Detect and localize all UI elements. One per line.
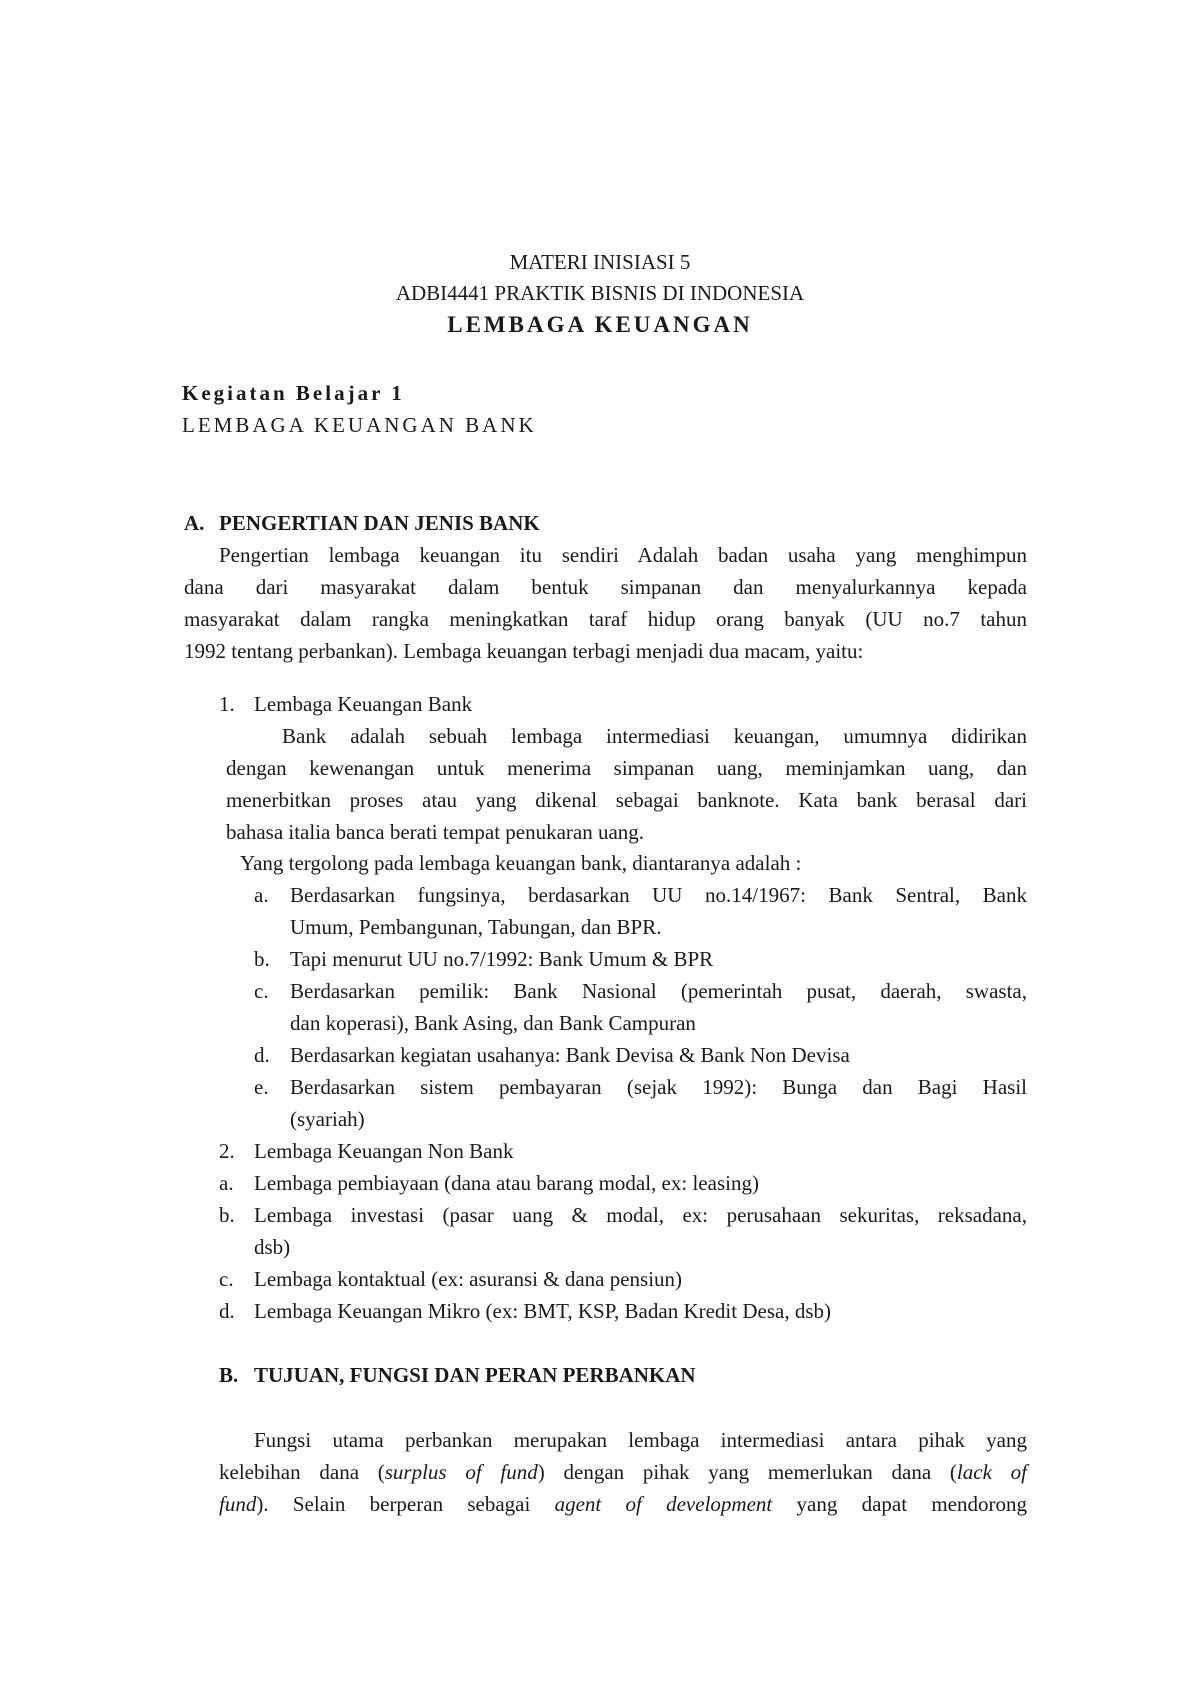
header-line-2: ADBI4441 PRAKTIK BISNIS DI INDONESIA (395, 281, 805, 305)
list-item-label: Lembaga Keuangan Bank (254, 692, 473, 716)
list-marker: a. (219, 1171, 234, 1195)
list-marker: 2. (219, 1139, 235, 1163)
document-title: LEMBAGA KEUANGAN (447, 312, 753, 337)
sublist-marker: c. (254, 979, 269, 1003)
sublist-marker: b. (254, 947, 270, 971)
list-line: dsb) (254, 1235, 291, 1259)
list-line: Lembaga Keuangan Mikro (ex: BMT, KSP, Badan Kredit Desa, dsb) (254, 1299, 831, 1323)
bank-para-line: Bank adalah sebuah lembaga intermediasi keuangan, umumnya didirikan (282, 724, 1027, 748)
sublist-line: Berdasarkan sistem pembayaran (sejak 1992): Bunga dan Bagi Hasil (290, 1075, 1027, 1099)
list-marker: 1. (219, 692, 235, 716)
sublist-line: Berdasarkan pemilik: Bank Nasional (pemerintah pusat, daerah, swasta, (290, 979, 1027, 1003)
sublist-line: Umum, Pembangunan, Tabungan, dan BPR. (290, 915, 662, 939)
section-b-para-line (219, 1490, 1027, 1518)
bank-para-line: bahasa italia banca berati tempat penukaran uang. (226, 820, 645, 844)
section-a-marker: A. (184, 511, 205, 535)
list-line: Lembaga pembiayaan (dana atau barang modal, ex: leasing) (254, 1171, 759, 1195)
sublist-line: Berdasarkan kegiatan usahanya: Bank Devisa & Bank Non Devisa (290, 1043, 850, 1067)
section-a-para-line: 1992 tentang perbankan). Lembaga keuangan terbagi menjadi dua macam, yaitu: (184, 639, 864, 663)
list-line: Lembaga investasi (pasar uang & modal, ex: perusahaan sekuritas, reksadana, (254, 1203, 1027, 1227)
sublist-line: Berdasarkan fungsinya, berdasarkan UU no.14/1967: Bank Sentral, Bank (290, 883, 1027, 907)
section-a-para-line: masyarakat dalam rangka meningkatkan taraf hidup orang banyak (UU no.7 tahun (184, 607, 1027, 631)
italic-term: surplus of fund (384, 1460, 538, 1484)
activity-title: LEMBAGA KEUANGAN BANK (182, 413, 537, 437)
section-b-heading: TUJUAN, FUNGSI DAN PERAN PERBANKAN (254, 1363, 696, 1387)
text-run: yang dapat mendorong (772, 1492, 1027, 1516)
sublist-line: dan koperasi), Bank Asing, dan Bank Campuran (290, 1011, 696, 1035)
list-item-label: Lembaga Keuangan Non Bank (254, 1139, 514, 1163)
sublist-line: Tapi menurut UU no.7/1992: Bank Umum & BPR (290, 947, 714, 971)
section-a-para-line: Pengertian lembaga keuangan itu sendiri Adalah badan usaha yang menghimpun (219, 543, 1027, 567)
section-a-heading: PENGERTIAN DAN JENIS BANK (219, 511, 540, 535)
text-run: kelebihan dana ( (219, 1460, 385, 1484)
section-b-para-line: Fungsi utama perbankan merupakan lembaga intermediasi antara pihak yang (254, 1428, 1027, 1452)
header-line-1: MATERI INISIASI 5 (509, 250, 691, 274)
list-marker: b. (219, 1203, 235, 1227)
bank-para-line: menerbitkan proses atau yang dikenal sebagai banknote. Kata bank berasal dari (226, 788, 1027, 812)
list-marker: d. (219, 1299, 235, 1323)
bank-intro: Yang tergolong pada lembaga keuangan bank, diantaranya adalah : (240, 851, 802, 875)
list-line: Lembaga kontaktual (ex: asuransi & dana pensiun) (254, 1267, 683, 1291)
section-b-marker: B. (219, 1363, 239, 1387)
section-b-para-line (219, 1458, 1027, 1486)
sublist-marker: a. (254, 883, 269, 907)
italic-term: fund (219, 1492, 257, 1516)
bank-para-line: dengan kewenangan untuk menerima simpanan uang, meminjamkan uang, dan (226, 756, 1027, 780)
text-run: ). Selain berperan sebagai (256, 1492, 555, 1516)
italic-term: lack of (956, 1460, 1027, 1484)
sublist-marker: e. (254, 1075, 269, 1099)
list-marker: c. (219, 1267, 234, 1291)
activity-label: Kegiatan Belajar 1 (182, 381, 405, 405)
section-a-para-line: dana dari masyarakat dalam bentuk simpanan dan menyalurkannya kepada (184, 575, 1027, 599)
italic-term: agent of development (554, 1492, 773, 1516)
sublist-line: (syariah) (290, 1107, 365, 1131)
sublist-marker: d. (254, 1043, 270, 1067)
text-run: ) dengan pihak yang memerlukan dana ( (537, 1460, 957, 1484)
